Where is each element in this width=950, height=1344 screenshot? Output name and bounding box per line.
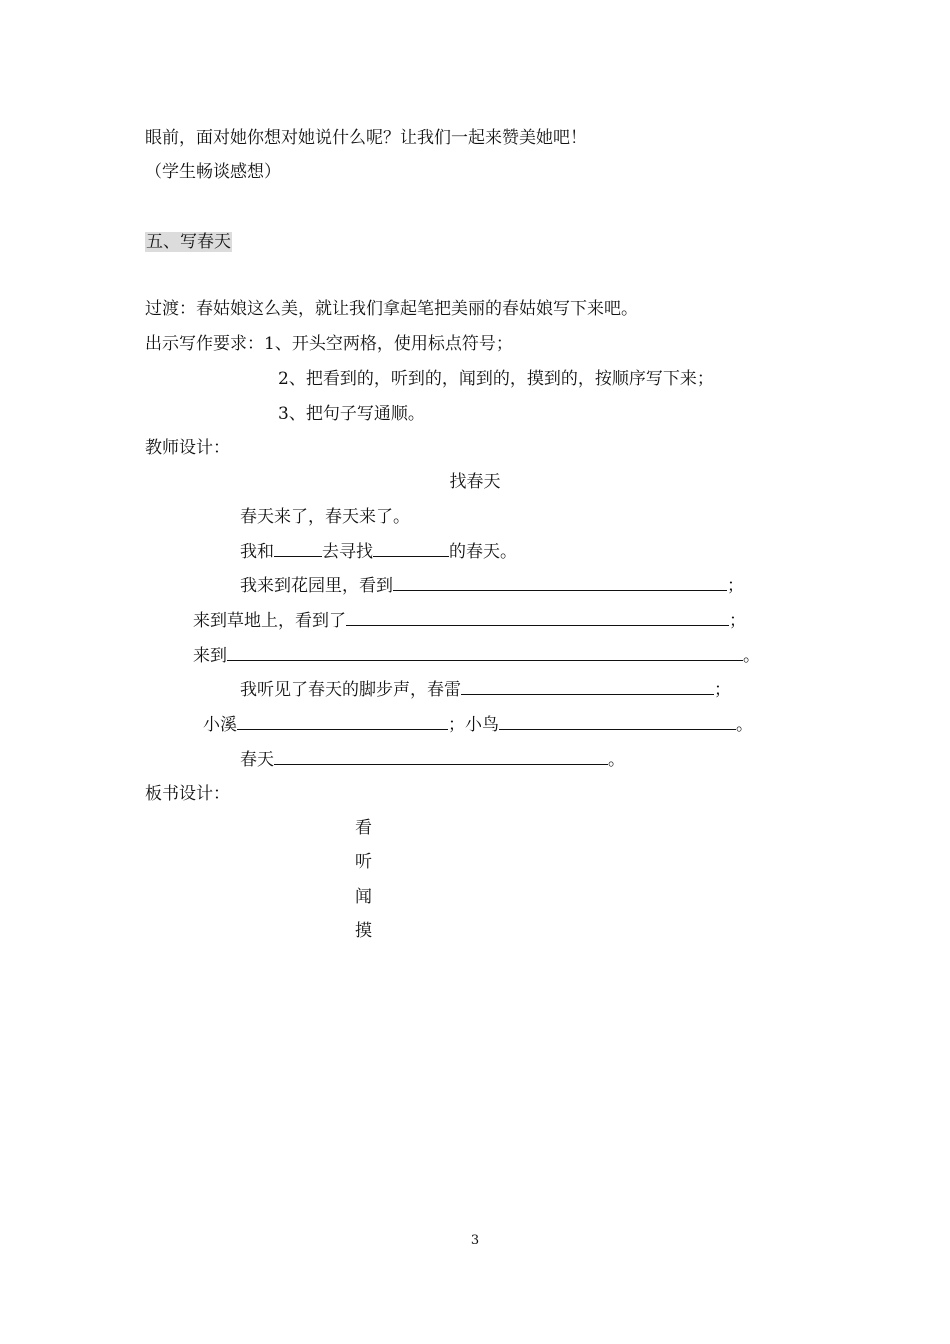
semicolon: ； <box>714 680 731 700</box>
template-line-3-a: 我来到花园里，看到 <box>240 576 393 596</box>
blank-spring <box>274 748 608 765</box>
section-heading-text: 五、写春天 <box>146 232 231 252</box>
requirements-label: 出示写作要求： <box>145 334 264 354</box>
student-note: （学生畅谈感想） <box>145 162 281 182</box>
template-line-8-a: 春天 <box>240 750 274 770</box>
template-line-4-a: 来到草地上，看到了 <box>193 611 346 631</box>
template-line-7-b: ；小鸟 <box>448 715 499 735</box>
template-line-7 <box>203 713 753 735</box>
template-line-1: 春天来了，春天来了。 <box>240 507 410 527</box>
template-line-6 <box>240 678 731 700</box>
template-line-5-a: 来到 <box>193 646 227 666</box>
board-item-look: 看 <box>355 818 372 838</box>
template-line-7-a: 小溪 <box>203 715 237 735</box>
blank-bird <box>499 713 736 730</box>
period: 。 <box>608 750 625 770</box>
teacher-design-label: 教师设计： <box>145 438 230 458</box>
transition-line: 过渡：春姑娘这么美，就让我们拿起笔把美丽的春姑娘写下来吧。 <box>145 299 638 319</box>
board-item-smell: 闻 <box>355 887 372 907</box>
template-line-6-a: 我听见了春天的脚步声，春雷 <box>240 680 461 700</box>
template-line-2-c: 的春天。 <box>449 542 517 562</box>
template-line-8 <box>240 748 625 770</box>
blank-place <box>227 644 743 661</box>
requirement-item-2: 2、把看到的，听到的，闻到的，摸到的，按顺序写下来； <box>278 369 714 389</box>
blank-companion <box>274 540 322 557</box>
blank-garden <box>393 574 727 591</box>
semicolon: ； <box>729 611 746 631</box>
template-line-5 <box>193 644 760 666</box>
period: 。 <box>743 646 760 666</box>
section-heading <box>145 231 232 253</box>
requirement-item-3: 3、把句子写通顺。 <box>278 404 425 424</box>
template-line-2-b: 去寻找 <box>322 542 373 562</box>
template-title: 找春天 <box>449 472 501 492</box>
period: 。 <box>736 715 753 735</box>
template-line-2-a: 我和 <box>240 542 274 562</box>
blank-grassland <box>346 609 729 626</box>
blank-spring-type <box>373 540 449 557</box>
intro-line: 眼前，面对她你想对她说什么呢？让我们一起来赞美她吧！ <box>145 128 587 148</box>
template-line-2 <box>240 540 517 562</box>
board-design-label: 板书设计： <box>145 784 230 804</box>
blank-thunder <box>461 678 714 695</box>
template-line-3 <box>240 574 744 596</box>
board-item-listen: 听 <box>355 852 372 872</box>
semicolon: ； <box>727 576 744 596</box>
board-item-touch: 摸 <box>355 921 372 941</box>
page-number: 3 <box>470 1233 480 1248</box>
template-line-4 <box>193 609 746 631</box>
requirements-line-1 <box>145 333 513 355</box>
blank-stream <box>237 713 448 730</box>
requirement-item-1: 1、开头空两格，使用标点符号； <box>264 334 513 354</box>
